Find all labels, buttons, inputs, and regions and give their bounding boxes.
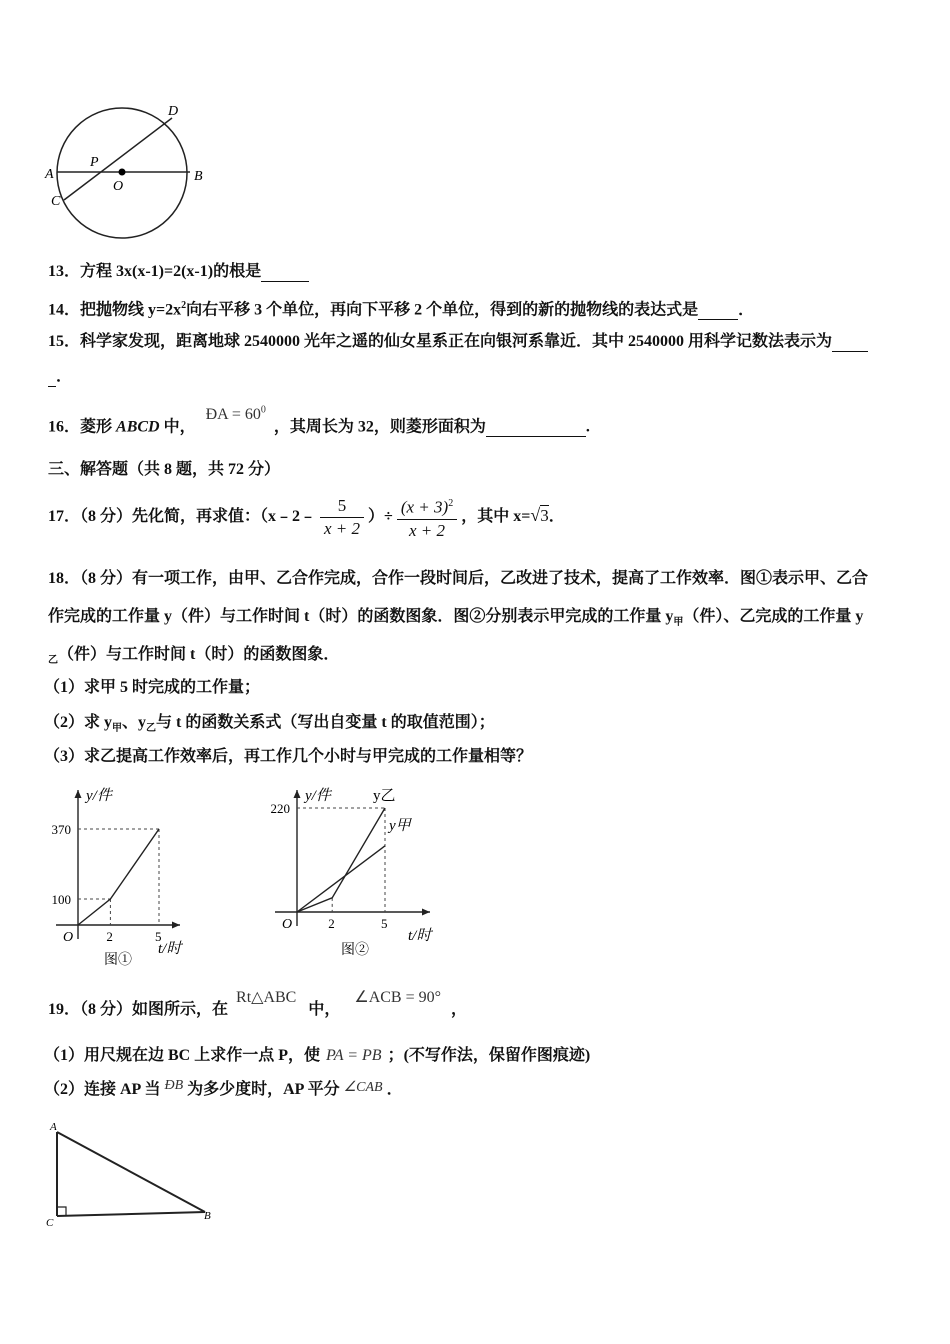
x-axis-arrow (422, 909, 430, 916)
origin-label: O (63, 930, 74, 945)
q16-angle (206, 406, 266, 423)
q17-f2-sup: 2 (448, 498, 454, 509)
q19-p2-cab: ∠CAB (343, 1080, 383, 1095)
y-axis-label: y/件 (86, 788, 112, 804)
q18-line3-sub: 乙 (48, 655, 58, 667)
q17-end: ． (548, 508, 565, 525)
question-15-line2 (48, 366, 72, 387)
question-13 (48, 261, 309, 282)
q19-a: 19．（8 分）如图所示，在 (48, 1001, 229, 1018)
q16-b: 中， (163, 418, 196, 436)
q18-line2-b: （件）、乙完成的工作量 y (683, 608, 864, 625)
series-label: y乙 (373, 788, 396, 805)
section-3-title: 三、解答题（共 8 题，共 72 分） (48, 461, 281, 478)
circle-figure (40, 98, 220, 248)
q19-rt: Rt△ABC (236, 989, 297, 1006)
y-axis-arrow (294, 790, 301, 798)
q17-f2-num-wrap (397, 493, 457, 520)
q19-c: ， (451, 1001, 468, 1018)
q15-answer-blank[interactable] (832, 331, 868, 352)
q18-line2-sub1: 甲 (673, 617, 684, 629)
chart-figure-2 (265, 782, 465, 972)
chart-title: 图① (104, 953, 132, 968)
question-18-line1: 18．（8 分）有一项工作，由甲、乙合作完成，合作一段时间后，乙改进了技术，提高了工作效率．图①表示甲、乙合 (48, 570, 869, 587)
series-line-yi (297, 808, 385, 912)
x-tick-label: 5 (155, 929, 162, 944)
q19-p1-b: ；(不写作法，保留作图痕迹) (387, 1047, 591, 1064)
origin-label: O (282, 917, 293, 932)
q18-p2-sub1: 甲 (112, 723, 123, 735)
q16-a: 16．菱形 (48, 418, 113, 436)
q16-end: . (585, 418, 590, 436)
y-tick-label: 220 (270, 801, 290, 817)
q18-line2-a: 作完成的工作量 y（件）与工作时间 t（时）的函数图象．图②分别表示甲完成的工作量 y (48, 608, 674, 625)
question-17 (48, 487, 565, 545)
x-tick-label: 5 (381, 916, 388, 931)
q13-answer-blank[interactable] (261, 261, 309, 282)
q19-p2-a: （2）连接 AP 当 (44, 1081, 161, 1098)
q14-exponent: 2 (181, 300, 187, 311)
q14-end: ． (738, 301, 755, 319)
triangle-figure (40, 1118, 230, 1233)
q15-answer-blank-cont[interactable] (48, 366, 56, 387)
chart-figure-1 (40, 782, 220, 972)
q18-p2-b: 、y (122, 714, 147, 731)
q19-p2-db: ÐB (164, 1078, 184, 1093)
q19-p2-b: 为多少度时，AP 平分 (187, 1081, 340, 1098)
label-O: O (113, 179, 124, 194)
q19-p1-eq: PA = PB (326, 1047, 382, 1064)
q19-b: 中， (308, 1001, 341, 1018)
q17-f1-den: x + 2 (324, 518, 361, 538)
tri-label-B: B (204, 1210, 211, 1222)
q19-angle: ∠ACB = 90° (354, 989, 442, 1006)
q14-text-a: 14．把抛物线 y=2x (48, 301, 182, 319)
q18-line3: （件）与工作时间 t（时）的函数图象． (58, 646, 340, 663)
series-label: y甲 (389, 817, 411, 834)
tri-label-C: C (46, 1217, 54, 1229)
label-B: B (194, 169, 203, 184)
label-P: P (90, 155, 99, 170)
q17-a: 17．（8 分）先化简，再求值：（x﹣2﹣ (48, 508, 317, 525)
y-tick-label: 100 (51, 892, 71, 908)
tri-label-A: A (50, 1121, 57, 1133)
label-D: D (168, 104, 179, 119)
q16-angle-sup: 0 (260, 405, 266, 416)
y-tick-label: 370 (51, 821, 71, 837)
y-axis-label: y/件 (305, 788, 331, 804)
q19-p2-end: ． (386, 1081, 403, 1098)
q16-abcd: ABCD (116, 418, 160, 436)
q16-angle-text: ÐA = 60 (205, 406, 261, 424)
chart-title: 图② (341, 943, 369, 958)
q15-text: 15．科学家发现，距离地球 2540000 光年之遥的仙女星系正在向银河系靠近．其中 2540000 用科学记数法表示为 (48, 333, 833, 350)
question-16 (48, 405, 590, 437)
q18-p2-sub2: 乙 (146, 723, 157, 735)
q19-p1-a: （1）用尺规在边 BC 上求作一点 P，使 (44, 1047, 321, 1064)
label-C: C (51, 194, 61, 209)
x-tick-label: 2 (106, 929, 113, 944)
q17-f2-num: (x + 3) (400, 497, 449, 517)
question-19-part2 (44, 1080, 403, 1101)
question-18-part1: （1）求甲 5 时完成的工作量； (44, 679, 261, 696)
x-tick-label: 2 (328, 916, 335, 931)
question-18-part3: （3）求乙提高工作效率后，再工作几个小时与甲完成的工作量相等？ (44, 748, 533, 765)
question-14 (48, 296, 754, 320)
q14-text-b: 向右平移 3 个单位，再向下平移 2 个单位，得到的新的抛物线的表达式是 (186, 301, 699, 319)
q18-p2-a: （2）求 y (44, 714, 113, 731)
q17-fraction-2 (397, 493, 457, 542)
q13-text: 13．方程 3x(x-1)=2(x-1)的根是 (48, 263, 262, 280)
y-axis-arrow (75, 790, 82, 798)
q17-sqrt-arg: 3 (540, 506, 549, 525)
x-axis-label: t/时 (408, 928, 432, 944)
question-18-line2 (48, 607, 863, 633)
q17-b: ）÷ (368, 508, 393, 525)
label-A: A (45, 167, 54, 182)
x-axis-label: t/时 (158, 941, 182, 957)
q17-f1-num: 5 (320, 495, 364, 518)
q16-answer-blank[interactable] (486, 416, 586, 437)
question-18-line3 (48, 645, 339, 671)
series-line-jia (297, 846, 385, 912)
q17-f2-den: x + 2 (409, 520, 446, 540)
sqrt-symbol: √ (530, 505, 541, 525)
q17-c: ，其中 x= (461, 508, 531, 525)
x-axis-arrow (172, 922, 180, 929)
q17-fraction-1 (320, 495, 364, 540)
q18-p2-c: 与 t 的函数关系式（写出自变量 t 的取值范围）； (156, 714, 495, 731)
series-line-y (78, 829, 159, 925)
q16-c: ，其周长为 32，则菱形面积为 (273, 418, 486, 436)
question-19 (48, 989, 468, 1020)
question-18-part2 (44, 713, 495, 739)
question-15 (48, 331, 868, 352)
q14-answer-blank[interactable] (698, 299, 738, 320)
question-19-part1 (44, 1046, 590, 1066)
q15-line2: ． (56, 368, 73, 385)
